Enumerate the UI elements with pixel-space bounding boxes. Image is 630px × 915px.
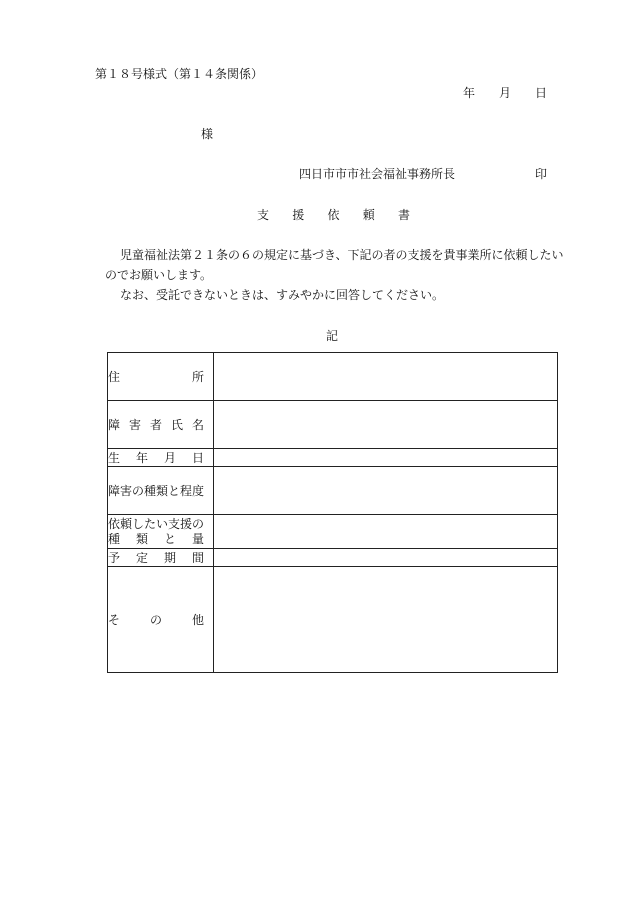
reply-note-paragraph: なお、受託できないときは、すみやかに回答してください。	[120, 288, 445, 302]
disabled-person-name-field[interactable]	[214, 401, 558, 449]
label-char: 間	[191, 550, 204, 565]
request-paragraph: 児童福祉法第２１条の６の規定に基づき、下記の者の支援を貴事業所に依頼したいのでお願いします。	[105, 248, 564, 282]
disabled-person-name-label	[108, 401, 214, 449]
label-char: 定	[135, 550, 148, 565]
birthdate-field[interactable]	[214, 449, 558, 467]
title-char: 支	[257, 208, 270, 222]
planned-period-field[interactable]	[214, 549, 558, 567]
requested-support-line1: 依頼したい支援の	[108, 516, 205, 531]
address-field[interactable]	[214, 353, 558, 401]
other-field[interactable]	[214, 567, 558, 673]
label-char: 所	[191, 369, 204, 384]
table-row-period	[108, 549, 558, 567]
requested-support-field[interactable]	[214, 515, 558, 549]
document-title	[257, 209, 410, 221]
label-char: 年	[135, 450, 148, 465]
label-char: 害	[128, 417, 141, 432]
table-row-name	[108, 401, 558, 449]
seal-mark: 印	[535, 167, 548, 181]
disability-type-text: 障害の種類と程度	[108, 483, 205, 498]
label-char: 住	[108, 369, 121, 384]
title-char: 書	[397, 208, 410, 222]
label-char: 名	[191, 417, 204, 432]
disability-type-field[interactable]	[214, 467, 558, 515]
requested-support-line2	[108, 532, 204, 547]
date-year-char: 年	[463, 86, 476, 100]
planned-period-label	[108, 549, 214, 567]
date-line	[463, 87, 547, 99]
date-month-char: 月	[498, 86, 511, 100]
label-char: 障	[108, 417, 121, 432]
title-char: 援	[292, 208, 305, 222]
label-char: 量	[191, 531, 204, 546]
support-request-table	[107, 352, 558, 673]
label-char: 者	[149, 417, 162, 432]
label-char: 他	[191, 612, 204, 627]
table-row-address	[108, 353, 558, 401]
other-label	[108, 567, 214, 673]
label-char: 日	[191, 450, 204, 465]
sender-name: 四日市市市社会福祉事務所長	[299, 167, 456, 181]
label-char: 予	[108, 550, 121, 565]
label-char: 生	[108, 450, 121, 465]
label-char: そ	[108, 612, 121, 627]
address-label	[108, 353, 214, 401]
addressee-suffix: 様	[201, 127, 214, 141]
requested-support-label	[108, 515, 214, 549]
title-char: 頼	[362, 208, 375, 222]
birthdate-label	[108, 449, 214, 467]
table-row-other	[108, 567, 558, 673]
label-char: 月	[163, 450, 176, 465]
form-number: 第１８号様式（第１４条関係）	[95, 67, 264, 81]
table-row-disability	[108, 467, 558, 515]
ki-heading: 記	[326, 329, 339, 343]
label-char: 種	[108, 531, 121, 546]
date-day-char: 日	[534, 86, 547, 100]
label-char: 類	[135, 531, 148, 546]
label-char: 期	[163, 550, 176, 565]
label-char: の	[149, 612, 162, 627]
title-char: 依	[327, 208, 340, 222]
table-row-support	[108, 515, 558, 549]
table-row-birthdate	[108, 449, 558, 467]
disability-type-label	[108, 467, 214, 515]
label-char: と	[163, 531, 176, 546]
label-char: 氏	[170, 417, 183, 432]
